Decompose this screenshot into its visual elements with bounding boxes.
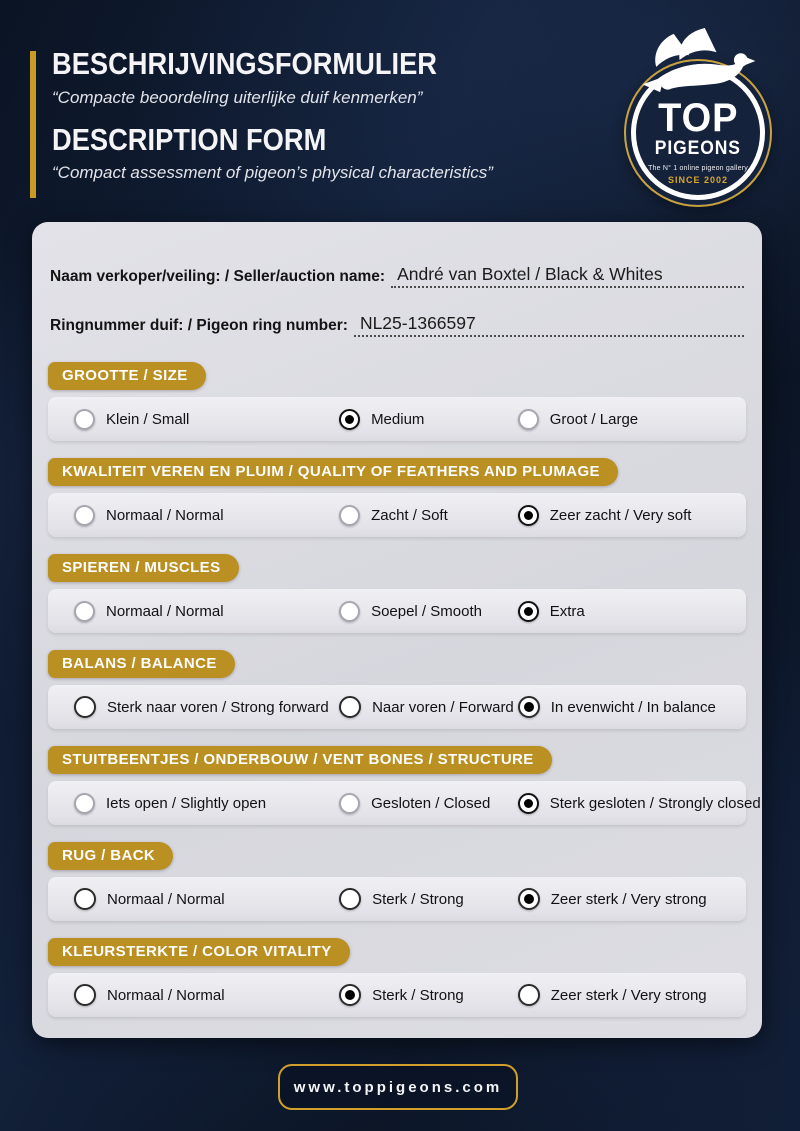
logo-since: SINCE 2002 [667, 175, 729, 185]
top-pigeons-logo [622, 28, 774, 208]
logo-text-top: TOP [657, 96, 739, 140]
radio-icon[interactable] [74, 409, 95, 430]
radio-option[interactable]: Medium [339, 409, 518, 430]
radio-option[interactable]: Zacht / Soft [339, 505, 518, 526]
radio-icon[interactable] [518, 984, 540, 1006]
ring-number-input[interactable]: NL25-1366597 [354, 313, 744, 337]
radio-icon[interactable] [339, 888, 361, 910]
radio-icon[interactable] [518, 793, 539, 814]
section-back [48, 842, 746, 921]
seller-name-label: Naam verkoper/veiling: / Seller/auction name: [50, 268, 386, 285]
section-header: SPIEREN / MUSCLES [48, 554, 239, 582]
logo-tagline: The N° 1 online pigeon gallery [648, 165, 748, 172]
radio-option[interactable]: Zeer sterk / Very strong [518, 888, 746, 910]
radio-icon[interactable] [74, 696, 96, 718]
options-row [48, 781, 761, 825]
logo-text-pigeons: PIGEONS [654, 138, 742, 159]
options-row [48, 685, 746, 729]
page-subtitle-en: “Compact assessment of pigeon’s physical characteristics” [52, 163, 493, 183]
section-size [48, 362, 746, 441]
options-row [48, 493, 746, 537]
section-muscles [48, 554, 746, 633]
radio-option[interactable]: Normaal / Normal [48, 601, 339, 622]
website-link[interactable]: www.toppigeons.com [278, 1064, 518, 1110]
radio-icon[interactable] [339, 984, 361, 1006]
radio-option[interactable]: Zeer zacht / Very soft [518, 505, 746, 526]
radio-icon[interactable] [339, 696, 361, 718]
options-row [48, 973, 746, 1017]
radio-option[interactable]: Sterk naar voren / Strong forward [48, 696, 339, 718]
radio-icon[interactable] [74, 888, 96, 910]
radio-option[interactable]: Sterk / Strong [339, 888, 518, 910]
radio-icon[interactable] [518, 409, 539, 430]
options-row [48, 877, 746, 921]
section-header: KWALITEIT VEREN EN PLUIM / QUALITY OF FEATHERS AND PLUMAGE [48, 458, 618, 486]
radio-option[interactable]: Gesloten / Closed [339, 793, 518, 814]
radio-option[interactable]: Iets open / Slightly open [48, 793, 339, 814]
seller-name-field [50, 264, 744, 288]
section-color-vitality [48, 938, 746, 1017]
options-row [48, 397, 746, 441]
radio-option[interactable]: Normaal / Normal [48, 888, 339, 910]
radio-icon[interactable] [339, 409, 360, 430]
header-titles [52, 48, 612, 183]
radio-icon[interactable] [518, 696, 540, 718]
form-card [32, 222, 762, 1038]
radio-icon[interactable] [339, 601, 360, 622]
ring-number-field [50, 313, 744, 337]
radio-option[interactable]: Groot / Large [518, 409, 746, 430]
section-header: STUITBEENTJES / ONDERBOUW / VENT BONES / STRUCTURE [48, 746, 552, 774]
options-row [48, 589, 746, 633]
radio-icon[interactable] [339, 505, 360, 526]
section-header: GROOTTE / SIZE [48, 362, 206, 390]
radio-icon[interactable] [518, 505, 539, 526]
radio-option[interactable]: Sterk gesloten / Strongly closed [518, 793, 746, 814]
section-balance [48, 650, 746, 729]
radio-icon[interactable] [74, 984, 96, 1006]
radio-option[interactable]: Zeer sterk / Very strong [518, 984, 746, 1006]
radio-icon[interactable] [339, 793, 360, 814]
page-subtitle-nl: “Compacte beoordeling uiterlijke duif kenmerken” [52, 87, 423, 107]
radio-option[interactable]: Normaal / Normal [48, 505, 339, 526]
section-header: RUG / BACK [48, 842, 173, 870]
pigeon-icon [640, 28, 758, 96]
section-feathers [48, 458, 746, 537]
radio-icon[interactable] [74, 601, 95, 622]
radio-option[interactable]: In evenwicht / In balance [518, 696, 746, 718]
radio-option[interactable]: Klein / Small [48, 409, 339, 430]
radio-icon[interactable] [518, 601, 539, 622]
section-vent-bones [48, 746, 761, 825]
radio-option[interactable]: Sterk / Strong [339, 984, 518, 1006]
form-sections [48, 362, 761, 1017]
section-header: BALANS / BALANCE [48, 650, 235, 678]
radio-option[interactable]: Normaal / Normal [48, 984, 339, 1006]
section-header: KLEURSTERKTE / COLOR VITALITY [48, 938, 350, 966]
radio-option[interactable]: Naar voren / Forward [339, 696, 518, 718]
page-title-en: DESCRIPTION FORM [52, 121, 327, 157]
radio-option[interactable]: Extra [518, 601, 746, 622]
radio-icon[interactable] [74, 505, 95, 526]
seller-name-input[interactable]: André van Boxtel / Black & Whites [391, 264, 744, 288]
page-title-nl: BESCHRIJVINGSFORMULIER [52, 46, 437, 81]
radio-icon[interactable] [518, 888, 540, 910]
header-accent-bar [30, 51, 36, 198]
ring-number-label: Ringnummer duif: / Pigeon ring number: [50, 317, 348, 334]
radio-option[interactable]: Soepel / Smooth [339, 601, 518, 622]
radio-icon[interactable] [74, 793, 95, 814]
